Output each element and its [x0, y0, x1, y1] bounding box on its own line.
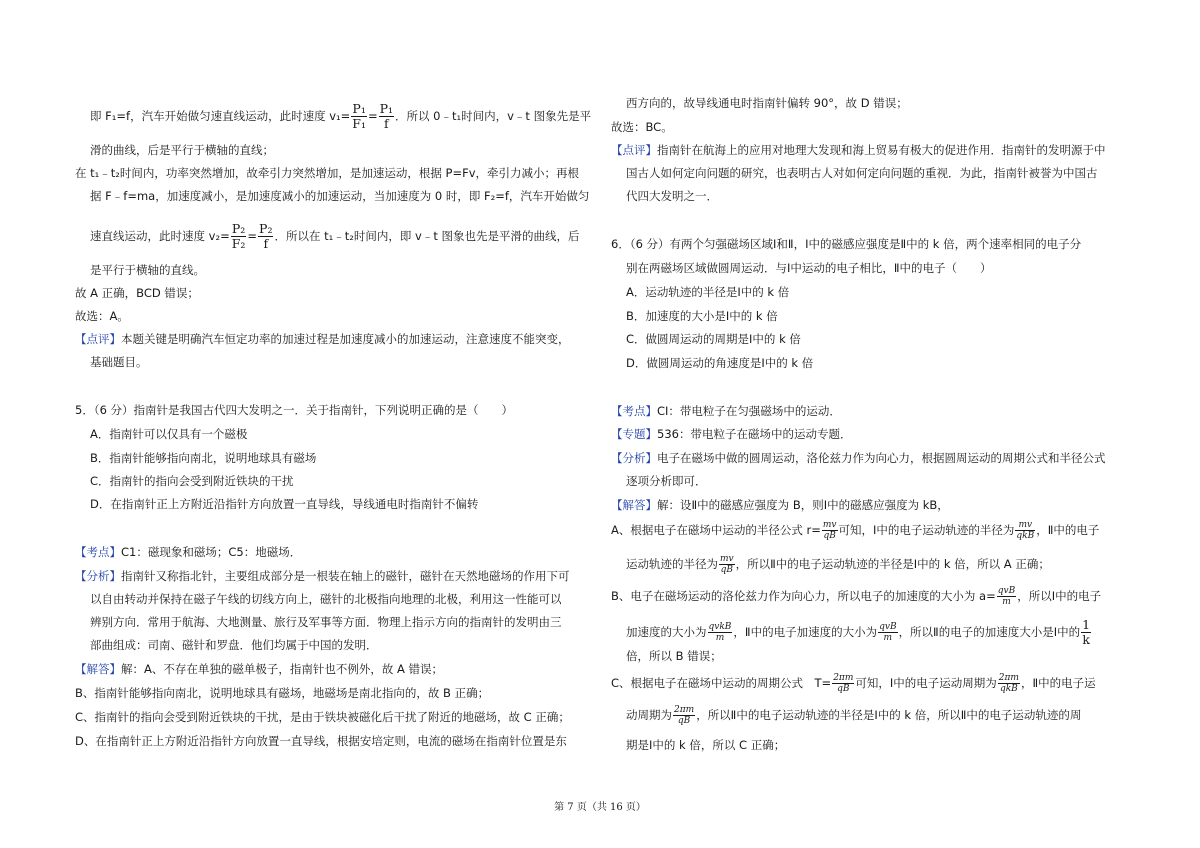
fraction — [708, 622, 733, 643]
text-line — [75, 331, 570, 347]
text-segment: ，Ⅱ中的电子 — [1036, 523, 1100, 537]
numerator: 2πm — [998, 673, 1019, 683]
numerator: P₂ — [259, 221, 273, 236]
text-segment: ，所以Ⅰ中的电子 — [1017, 589, 1102, 603]
text-segment: 本题关键是明确汽车恒定功率的加速过程是加速度减小的加速运动，注意速度不能突变， — [121, 332, 570, 346]
text-line — [611, 403, 841, 419]
numerator: qvkB — [708, 622, 732, 632]
text-line: 代四大发明之一． — [626, 189, 718, 203]
denominator: qB — [837, 684, 850, 694]
text-line — [90, 222, 580, 251]
fraction — [258, 222, 273, 251]
fraction — [998, 673, 1020, 694]
denominator: k — [1082, 632, 1090, 647]
numerator: mv — [720, 554, 734, 564]
text-segment: ，Ⅱ中的电子运 — [1020, 676, 1096, 690]
text-line: 国古人如何定向问题的研究，也表明古人对如何定向问题的重视．为此，指南针被誉为中国古 — [626, 166, 1098, 180]
kaodian-tag: 【考点】 — [75, 545, 121, 559]
fraction — [878, 622, 897, 643]
text-line: 据 F﹣f=ma，加速度减小，是加速度减小的加速运动，当加速度为 0 时，即 F₂=f，汽车开始做匀 — [90, 189, 590, 203]
text-segment: 解：设Ⅱ中的磁感应强度为 B，则Ⅰ中的磁感应强度为 kB， — [657, 498, 949, 512]
text-segment: 可知，Ⅰ中的电子运动周期为 — [855, 676, 997, 690]
topic-tag: 【专题】 — [611, 427, 657, 441]
option-6b: B．加速度的大小是Ⅰ中的 k 倍 — [626, 309, 778, 323]
numerator: mv — [1015, 520, 1035, 531]
fraction — [719, 554, 735, 575]
text-line: 是平行于横轴的直线。 — [90, 263, 205, 277]
text-line: B、指南针能够指向南北，说明地球具有磁场，地磁场是南北指向的，故 B 正确； — [75, 686, 490, 700]
fraction — [997, 586, 1016, 607]
text-line: 在 t₁﹣t₂时间内，功率突然增加，故牵引力突然增加，是加速运动，根据 P=Fv，牵引力减小；再根 — [75, 166, 580, 180]
text-line — [75, 568, 570, 584]
option-5c: C．指南针的指向会受到附近铁块的干扰 — [90, 474, 294, 488]
text-line: 别在两磁场区域做圆周运动．与Ⅰ中运动的电子相比，Ⅱ中的电子（ ） — [626, 261, 992, 275]
text-segment: C、根据电子在磁场中运动的周期公式 T= — [611, 676, 832, 690]
comment-tag: 【点评】 — [75, 332, 121, 346]
text-line: 西方向的，故导线通电时指南针偏转 90°，故 D 错误； — [626, 96, 908, 110]
option-5b: B．指南针能够指向南北，说明地球具有磁场 — [90, 451, 317, 465]
text-segment: 运动轨迹的半径为 — [626, 557, 718, 571]
equals-sign: = — [367, 109, 378, 123]
text-line: 滑的曲线，后是平行于横轴的直线； — [90, 143, 274, 157]
denominator: m — [883, 633, 893, 643]
text-segment: 加速度的大小为 — [626, 625, 707, 639]
numerator: qvB — [879, 622, 897, 632]
fraction — [673, 705, 695, 726]
text-segment: B、电子在磁场运动的洛伦兹力作为向心力，所以电子的加速度的大小为 a= — [611, 589, 996, 603]
text-line: 基础题目。 — [90, 355, 148, 369]
text-line — [90, 102, 591, 131]
option-6d: D．做圆周运动的角速度是Ⅰ中的 k 倍 — [626, 356, 814, 370]
denominator: qkB — [999, 684, 1018, 694]
text-line — [75, 661, 443, 677]
text-line: 逐项分析即可． — [626, 474, 707, 488]
text-line: 部曲组成：司南、磁针和罗盘．他们均属于中国的发明． — [90, 638, 378, 652]
question-6: 6．（6 分）有两个匀强磁场区域Ⅰ和Ⅱ，Ⅰ中的磁感应强度是Ⅱ中的 k 倍，两个速率相同的电子分 — [611, 237, 1082, 251]
denominator: m — [715, 633, 725, 643]
analysis-tag: 【分析】 — [611, 451, 657, 465]
text-segment: 动周期为 — [626, 708, 672, 722]
text-segment: 解：A、不存在单独的磁单极子，指南针也不例外，故 A 错误； — [121, 662, 444, 676]
denominator: qB — [720, 565, 733, 575]
option-5a: A．指南针可以仅具有一个磁极 — [90, 427, 248, 441]
text-segment: ，Ⅱ中的电子加速度的大小为 — [733, 625, 878, 639]
numerator: 2πm — [833, 673, 854, 683]
text-line: 故选：A。 — [75, 309, 129, 323]
option-6c: C．做圆周运动的周期是Ⅰ中的 k 倍 — [626, 332, 801, 346]
answer-tag: 【解答】 — [611, 498, 657, 512]
fraction — [832, 673, 854, 694]
text-line: 辨别方向．常用于航海、大地测量、旅行及军事等方面．物理上指示方向的指南针的发明由三 — [90, 615, 562, 629]
fraction — [231, 222, 247, 251]
denominator: qkB — [1016, 531, 1035, 541]
question-5: 5．（6 分）指南针是我国古代四大发明之一．关于指南针，下列说明正确的是（ ） — [75, 403, 514, 417]
text-line — [611, 426, 851, 442]
numerator: mv — [822, 520, 837, 530]
option-6a: A．运动轨迹的半径是Ⅰ中的 k 倍 — [626, 285, 790, 299]
option-5d: D．在指南针正上方附近沿指针方向放置一直导线，导线通电时指南针不偏转 — [90, 497, 479, 511]
text-line — [611, 520, 1099, 541]
fraction — [1081, 618, 1091, 647]
text-segment: 即 F₁=f，汽车开始做匀速直线运动，此时速度 v₁= — [90, 109, 351, 123]
analysis-tag: 【分析】 — [75, 569, 121, 583]
text-segment: ．所以 0﹣t₁时间内，v﹣t 图象先是平 — [395, 109, 592, 123]
text-segment: ，所以Ⅱ中的电子运动轨迹的半径是Ⅰ中的 k 倍，所以 A 正确； — [735, 557, 1050, 571]
text-line: 以自由转动并保持在磁子午线的切线方向上，磁针的北极指向地理的北极，利用这一性能可以 — [90, 592, 562, 606]
text-line: 故 A 正确，BCD 错误； — [75, 286, 199, 300]
text-segment: ，所以Ⅱ的电子的加速度大小是Ⅰ中的 — [898, 625, 1081, 639]
text-line — [626, 618, 1092, 647]
text-segment: 可知，Ⅰ中的电子运动轨迹的半径为 — [838, 523, 1015, 537]
text-line — [611, 142, 1106, 158]
text-line — [626, 705, 1081, 726]
fraction — [822, 520, 838, 541]
denominator: qB — [677, 716, 691, 726]
text-segment: C1：磁现象和磁场；C5：地磁场． — [121, 545, 302, 559]
denominator: qB — [823, 531, 836, 541]
numerator: 2πm — [674, 705, 695, 715]
text-segment: A、根据电子在磁场中运动的半径公式 r= — [611, 523, 821, 537]
denominator: f — [384, 116, 389, 131]
text-segment: 指南针又称指北针，主要组成部分是一根装在轴上的磁针，磁针在天然地磁场的作用下可 — [121, 569, 570, 583]
text-segment: 指南针在航海上的应用对地理大发现和海上贸易有极大的促进作用．指南针的发明源于中 — [657, 143, 1106, 157]
page-footer: 第 7 页（共 16 页） — [554, 802, 646, 813]
text-line — [75, 544, 301, 560]
text-line — [611, 450, 1106, 466]
numerator: P₁ — [352, 101, 366, 116]
text-line — [611, 586, 1101, 607]
fraction — [379, 102, 394, 131]
kaodian-tag: 【考点】 — [611, 404, 657, 418]
text-segment: 电子在磁场中做的圆周运动，洛伦兹力作为向心力，根据圆周运动的周期公式和半径公式 — [657, 451, 1106, 465]
numerator: qvB — [997, 586, 1016, 596]
text-segment: CI：带电粒子在匀强磁场中的运动． — [657, 404, 841, 418]
text-line: 故选：BC。 — [611, 120, 673, 134]
denominator: F₂ — [231, 236, 246, 251]
text-line: 倍，所以 B 错误； — [626, 649, 722, 663]
numerator: 1 — [1082, 617, 1091, 632]
text-segment: 536：带电粒子在磁场中的运动专题． — [657, 427, 852, 441]
text-line — [611, 497, 949, 513]
denominator: m — [1002, 597, 1011, 607]
text-line — [626, 554, 1050, 575]
fraction — [351, 102, 367, 131]
numerator: P₂ — [231, 221, 246, 236]
text-line: C、指南针的指向会受到附近铁块的干扰，是由于铁块被磁化后干扰了附近的地磁场，故 C 正确； — [75, 710, 570, 724]
text-line — [611, 673, 1096, 694]
comment-tag: 【点评】 — [611, 143, 657, 157]
numerator: P₁ — [379, 101, 394, 116]
equals-sign: = — [247, 229, 258, 243]
text-line: 期是Ⅰ中的 k 倍，所以 C 正确； — [626, 738, 786, 752]
text-segment: 速直线运动，此时速度 v₂= — [90, 229, 230, 243]
text-line: D、在指南针正上方附近沿指针方向放置一直导线，根据安培定则，电流的磁场在指南针位置是东 — [75, 734, 567, 748]
denominator: F₁ — [352, 116, 366, 131]
answer-tag: 【解答】 — [75, 662, 121, 676]
denominator: f — [263, 236, 269, 251]
text-segment: ，所以Ⅱ中的电子运动轨迹的半径是Ⅰ中的 k 倍，所以Ⅱ中的电子运动轨迹的周 — [696, 708, 1082, 722]
text-segment: ．所以在 t₁﹣t₂时间内，即 v﹣t 图象也先是平滑的曲线，后 — [274, 229, 580, 243]
fraction — [1015, 520, 1035, 541]
